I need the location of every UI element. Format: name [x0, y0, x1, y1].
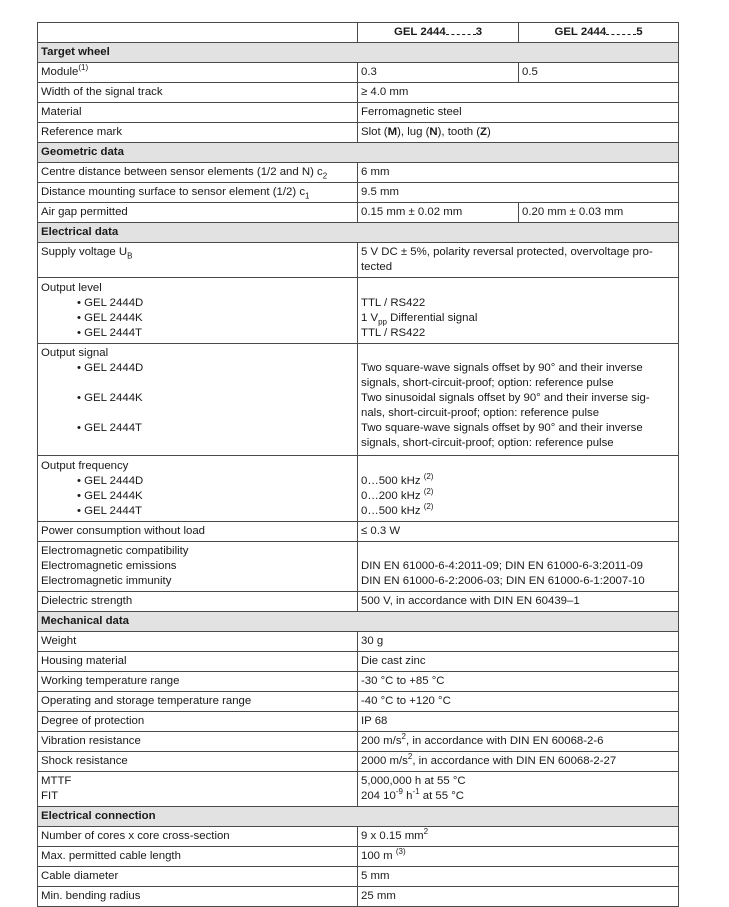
row-label: Material	[38, 103, 358, 123]
row-value: Two square-wave signals offset by 90° and their inverse signals, short-circuit-proof; option: reference pulse Two sinusoidal signals offset by 90° and their inverse sig- nals, short-circuit-proof; option: reference pulse Two square-wave signals offset by 90° and their inverse signals, short-circuit-proof; option: reference pulse	[358, 344, 679, 456]
table-row	[38, 83, 679, 103]
row-value: 5 mm	[358, 867, 679, 887]
row-label: MTTF FIT	[38, 772, 358, 807]
row-label: Dielectric strength	[38, 592, 358, 612]
header-blank-cell	[38, 23, 358, 43]
row-value: 500 V, in accordance with DIN EN 60439–1	[358, 592, 679, 612]
row-value: TTL / RS422 1 $V_{pp}$ Differential signal TTL / RS422	[358, 278, 679, 344]
section-connection: Electrical connection	[38, 807, 679, 827]
row-label: Weight	[38, 632, 358, 652]
row-value: 25 mm	[358, 887, 679, 907]
row-value: 100 m $^{(3)}$	[358, 847, 679, 867]
table-row	[38, 344, 679, 456]
row-value: 0.5	[519, 63, 679, 83]
table-row	[38, 692, 679, 712]
table-row	[38, 652, 679, 672]
row-value: Slot (M), lug (N), tooth (Z)	[358, 123, 679, 143]
section-geometric: Geometric data	[38, 143, 679, 163]
table-row	[38, 772, 679, 807]
header-variant-5: GEL 2444 5	[519, 23, 679, 43]
row-label: Power consumption without load	[38, 522, 358, 542]
table-header-row	[38, 23, 679, 43]
table-row	[38, 672, 679, 692]
row-value: 0.15 mm ± 0.02 mm	[358, 203, 519, 223]
row-label: Working temperature range	[38, 672, 358, 692]
row-label: Centre distance between sensor elements (1/2 and N) $c_2$	[38, 163, 358, 183]
row-label: Shock resistance	[38, 752, 358, 772]
row-value: Ferromagnetic steel	[358, 103, 679, 123]
table-row	[38, 243, 679, 278]
table-row	[38, 63, 679, 83]
row-value: 0.20 mm ± 0.03 mm	[519, 203, 679, 223]
table-row	[38, 103, 679, 123]
table-row	[38, 732, 679, 752]
row-value: ≥ 4.0 mm	[358, 83, 679, 103]
table-row	[38, 752, 679, 772]
section-mechanical: Mechanical data	[38, 612, 679, 632]
table-row	[38, 278, 679, 344]
row-value: ≤ 0.3 W	[358, 522, 679, 542]
row-label: Max. permitted cable length	[38, 847, 358, 867]
row-label: Distance mounting surface to sensor element (1/2) $c_1$	[38, 183, 358, 203]
row-value: 0…500 kHz $^{(2)}$ 0…200 kHz $^{(2)}$ 0…500 kHz $^{(2)}$	[358, 456, 679, 522]
table-row	[38, 203, 679, 223]
row-label: Output frequency • GEL 2444D • GEL 2444K • GEL 2444T	[38, 456, 358, 522]
row-label: Electromagnetic compatibility Electromagnetic emissions Electromagnetic immunity	[38, 542, 358, 592]
row-value: 5,000,000 h at 55 °C 204 $10^{-9}$ $h^{-1}$ at 55 °C	[358, 772, 679, 807]
row-label: Output level • GEL 2444D • GEL 2444K • GEL 2444T	[38, 278, 358, 344]
row-value: IP 68	[358, 712, 679, 732]
table-row	[38, 592, 679, 612]
row-value: -30 °C to +85 °C	[358, 672, 679, 692]
table-row	[38, 847, 679, 867]
table-row	[38, 632, 679, 652]
table-row	[38, 123, 679, 143]
row-label: Width of the signal track	[38, 83, 358, 103]
header-variant-3: GEL 2444 3	[358, 23, 519, 43]
table-row	[38, 887, 679, 907]
spec-table	[37, 22, 679, 907]
row-label: Operating and storage temperature range	[38, 692, 358, 712]
row-value: 0.3	[358, 63, 519, 83]
table-row	[38, 542, 679, 592]
row-label: Output signal • GEL 2444D • GEL 2444K • GEL 2444T	[38, 344, 358, 456]
row-value: 2000 $m/s^2$, in accordance with DIN EN 60068-2-27	[358, 752, 679, 772]
row-value: DIN EN 61000-6-4:2011-09; DIN EN 61000-6-3:2011-09 DIN EN 61000-6-2:2006-03; DIN EN 61000-6-1:2007-10	[358, 542, 679, 592]
row-label: Supply voltage $U_B$	[38, 243, 358, 278]
row-value: 9 x 0.15 $mm^2$	[358, 827, 679, 847]
row-label: Degree of protection	[38, 712, 358, 732]
table-row	[38, 456, 679, 522]
row-label: Cable diameter	[38, 867, 358, 887]
row-value: 200 $m/s^2$, in accordance with DIN EN 60068-2-6	[358, 732, 679, 752]
row-value: Die cast zinc	[358, 652, 679, 672]
row-label: Housing material	[38, 652, 358, 672]
row-label: Min. bending radius	[38, 887, 358, 907]
row-value: 30 g	[358, 632, 679, 652]
row-label: Number of cores x core cross-section	[38, 827, 358, 847]
table-row	[38, 712, 679, 732]
row-label: Module$^{(1)}$	[38, 63, 358, 83]
row-value: -40 °C to +120 °C	[358, 692, 679, 712]
row-value: 5 V DC ± 5%, polarity reversal protected, overvoltage pro- tected	[358, 243, 679, 278]
table-row	[38, 163, 679, 183]
row-value: 6 mm	[358, 163, 679, 183]
row-value: 9.5 mm	[358, 183, 679, 203]
table-row	[38, 522, 679, 542]
section-target-wheel: Target wheel	[38, 43, 679, 63]
section-electrical: Electrical data	[38, 223, 679, 243]
row-label: Reference mark	[38, 123, 358, 143]
table-row	[38, 827, 679, 847]
row-label: Vibration resistance	[38, 732, 358, 752]
table-row	[38, 867, 679, 887]
table-row	[38, 183, 679, 203]
row-label: Air gap permitted	[38, 203, 358, 223]
